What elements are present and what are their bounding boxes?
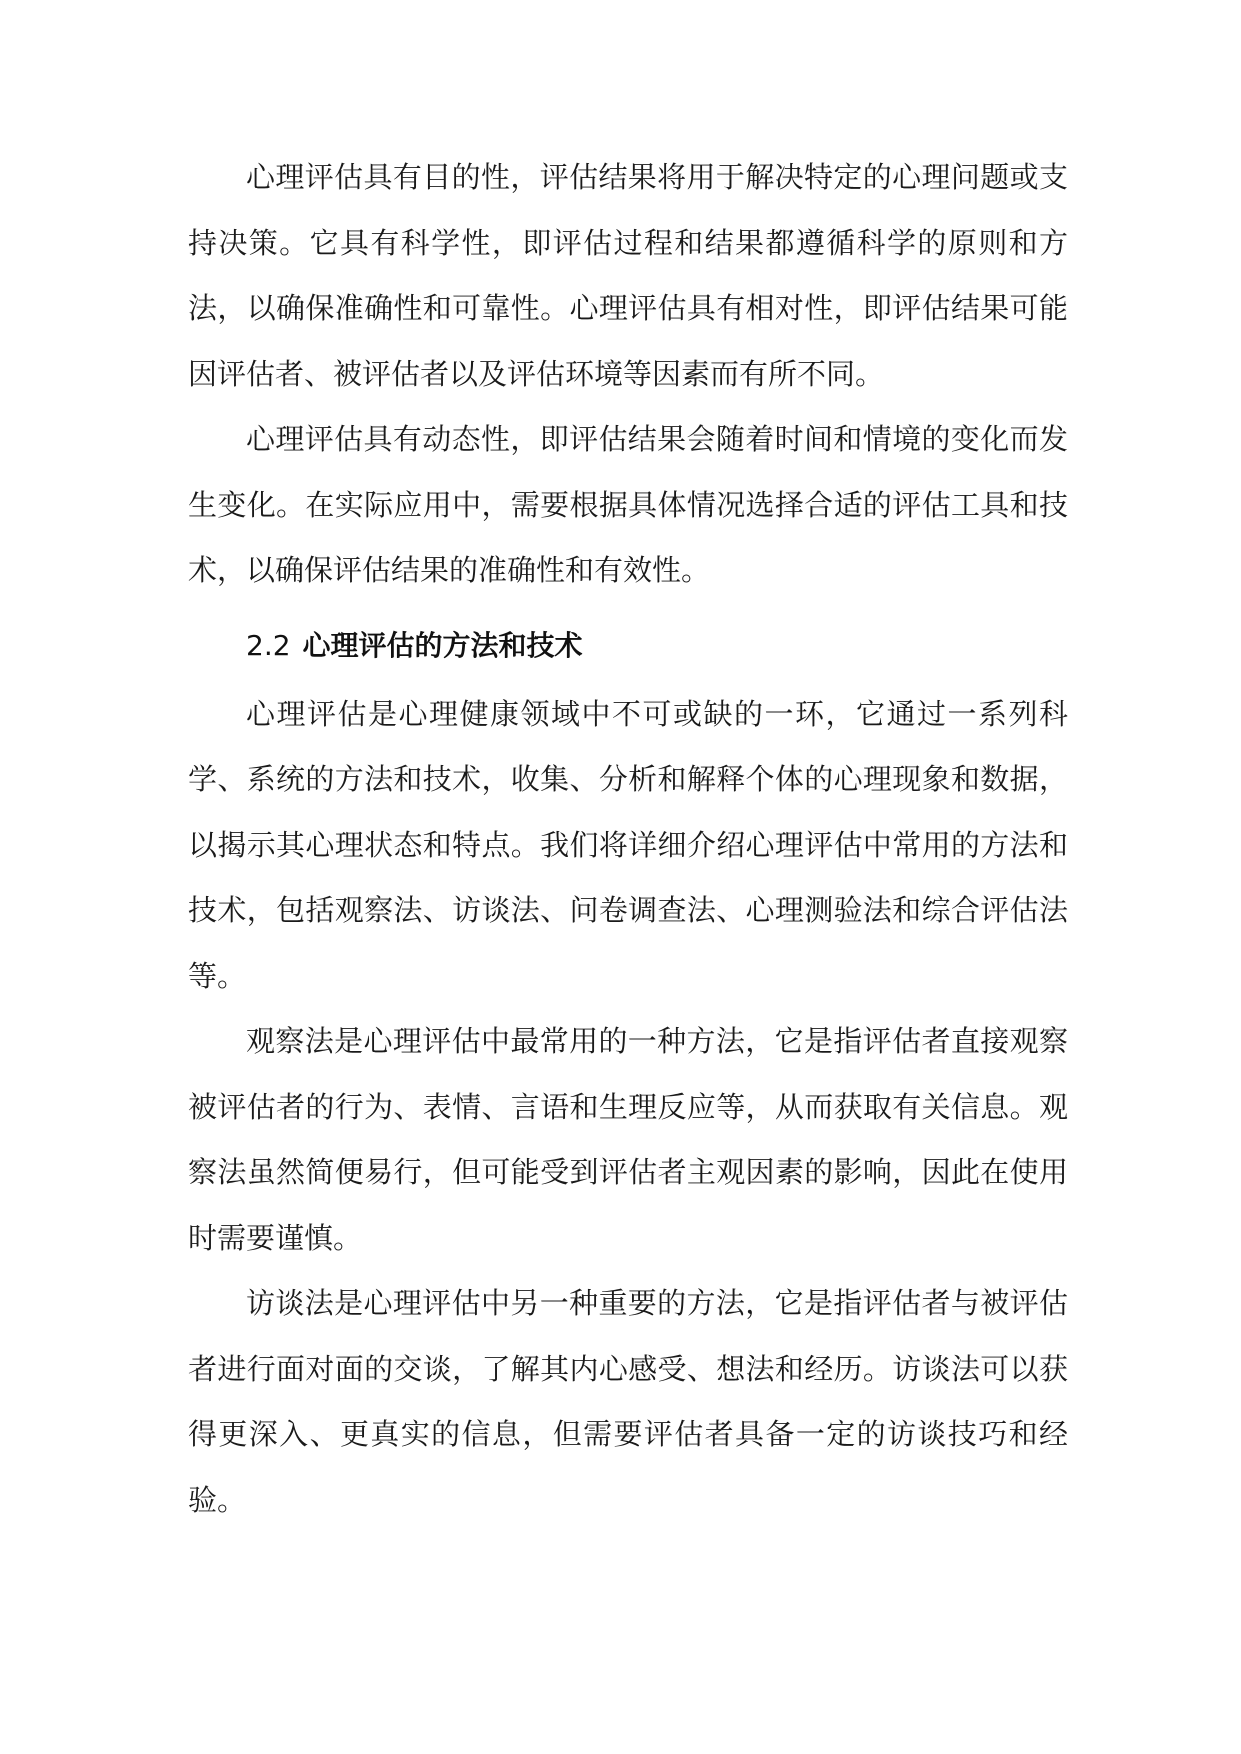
section-title: 心理评估的方法和技术 — [302, 628, 583, 662]
section-number: 2.2 — [246, 628, 291, 662]
document-body — [188, 145, 1068, 1533]
paragraph-characteristics: 心理评估具有目的性，评估结果将用于解决特定的心理问题或支持决策。它具有科学性，即评估过程和结果都遵循科学的原则和方法，以确保准确性和可靠性。心理评估具有相对性，即评估结果可能因评估者、被评估者以及评估环境等因素而有所不同。 — [188, 160, 1068, 391]
paragraph-observation: 观察法是心理评估中最常用的一种方法，它是指评估者直接观察被评估者的行为、表情、言语和生理反应等，从而获取有关信息。观察法虽然简便易行，但可能受到评估者主观因素的影响，因此在使用时需要谨慎。 — [188, 1024, 1068, 1255]
section-heading — [188, 618, 1068, 674]
paragraph-intro: 心理评估是心理健康领域中不可或缺的一环，它通过一系列科学、系统的方法和技术，收集、分析和解释个体的心理现象和数据，以揭示其心理状态和特点。我们将详细介绍心理评估中常用的方法和技术，包括观察法、访谈法、问卷调查法、心理测验法和综合评估法等。 — [188, 696, 1068, 993]
paragraph-interview: 访谈法是心理评估中另一种重要的方法，它是指评估者与被评估者进行面对面的交谈，了解其内心感受、想法和经历。访谈法可以获得更深入、更真实的信息，但需要评估者具备一定的访谈技巧和经验。 — [188, 1286, 1068, 1517]
paragraph-dynamic: 心理评估具有动态性，即评估结果会随着时间和情境的变化而发生变化。在实际应用中，需要根据具体情况选择合适的评估工具和技术，以确保评估结果的准确性和有效性。 — [188, 422, 1068, 587]
